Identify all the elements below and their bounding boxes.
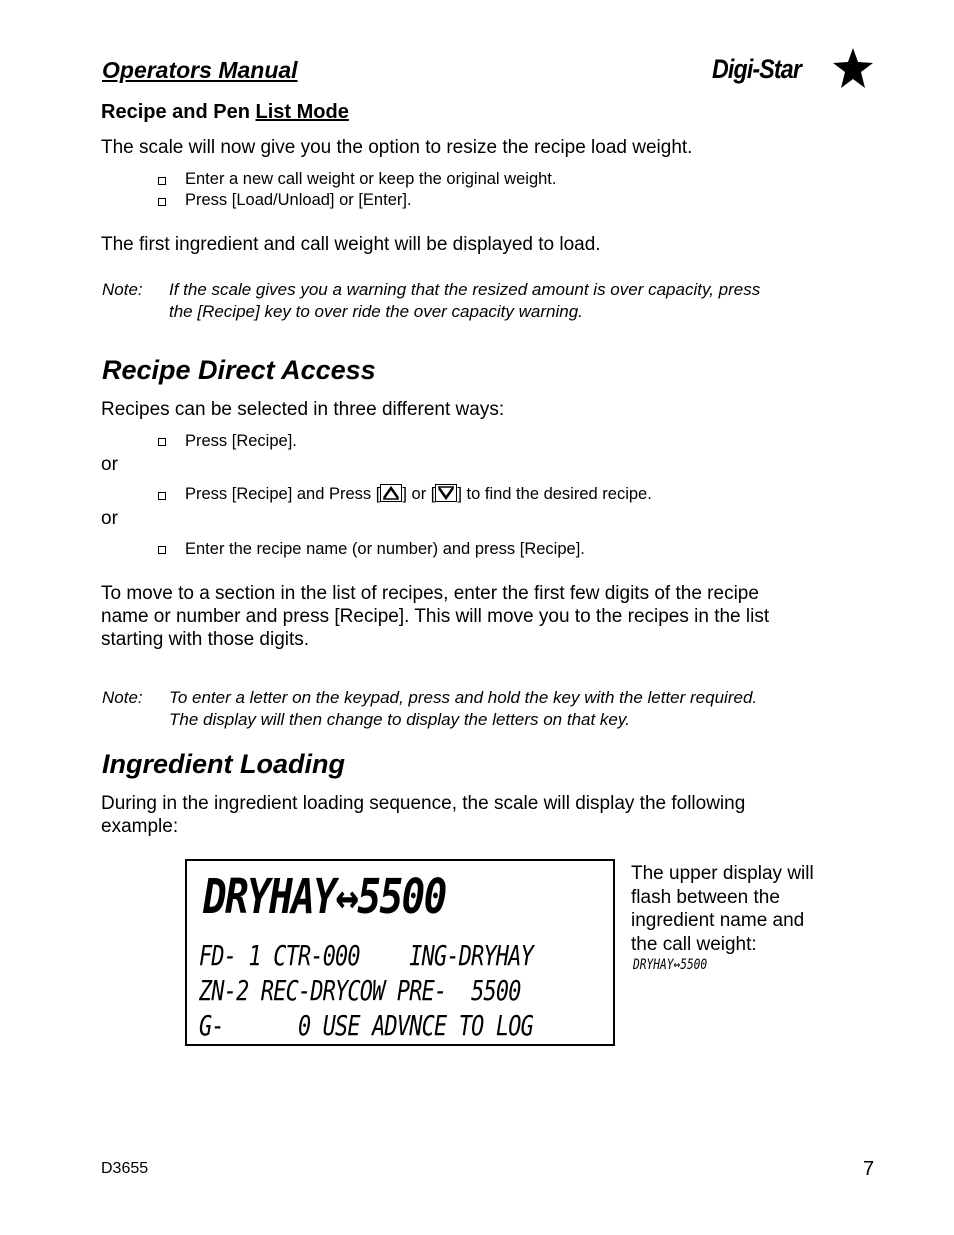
digistar-logo bbox=[712, 46, 876, 90]
document-code: D3655 bbox=[101, 1160, 149, 1177]
or-label: or bbox=[101, 454, 118, 475]
list-mode-heading: Recipe and Pen List Mode bbox=[101, 101, 349, 123]
logo-text: Digi-Star bbox=[712, 54, 802, 84]
page-header-title: Operators Manual bbox=[102, 57, 298, 83]
bullet-box-icon bbox=[158, 198, 166, 206]
direct-access-bullet-3: Enter the recipe name (or number) and press [Recipe]. bbox=[185, 540, 585, 558]
scale-lcd-display bbox=[185, 859, 615, 1046]
lcd-line-1: FD- 1 CTR-000 ING-DRYHAY bbox=[199, 939, 533, 972]
or-label: or bbox=[101, 508, 118, 529]
lcd-side-sample: DRYHAY↔5500 bbox=[633, 957, 708, 973]
lcd-line-2: ZN-2 REC-DRYCOW PRE- 5500 bbox=[199, 974, 521, 1007]
direct-access-heading: Recipe Direct Access bbox=[102, 355, 376, 385]
lcd-upper-display: DRYHAY↔5500 bbox=[203, 869, 446, 925]
note-label: Note: bbox=[102, 280, 143, 299]
list-mode-bullet-1: Enter a new call weight or keep the original weight. bbox=[185, 170, 557, 188]
direct-access-intro: Recipes can be selected in three different ways: bbox=[101, 399, 505, 420]
list-mode-intro: The scale will now give you the option to resize the recipe load weight. bbox=[101, 137, 693, 158]
note-label: Note: bbox=[102, 688, 143, 707]
up-arrow-key-icon bbox=[380, 484, 402, 502]
ingredient-intro: During in the ingredient loading sequence, the scale will display the following example: bbox=[101, 793, 746, 837]
star-icon bbox=[832, 46, 874, 90]
bullet-box-icon bbox=[158, 492, 166, 500]
direct-access-paragraph: To move to a section in the list of recipes, enter the first few digits of the recipe name or number and press [Recipe]. This will move you to the recipes in the list starting with those digits. bbox=[101, 583, 770, 650]
bullet-box-icon bbox=[158, 177, 166, 185]
direct-access-bullet-2: Press [Recipe] and Press [ ] or [ ] to find the desired recipe. bbox=[185, 485, 652, 503]
bullet-box-icon bbox=[158, 438, 166, 446]
down-arrow-key-icon bbox=[435, 484, 457, 502]
lcd-side-caption: The upper display will flash between the ingredient name and the call weight: bbox=[631, 863, 814, 955]
direct-access-note: To enter a letter on the keypad, press and hold the key with the letter required. The display will then change to display the letters on that key. bbox=[169, 688, 758, 729]
list-mode-note: If the scale gives you a warning that the resized amount is over capacity, press the [Recipe] key to over ride the over capacity warning. bbox=[169, 280, 761, 321]
page-number: 7 bbox=[863, 1158, 875, 1180]
list-mode-bullet-2: Press [Load/Unload] or [Enter]. bbox=[185, 191, 412, 209]
list-mode-after: The first ingredient and call weight will be displayed to load. bbox=[101, 234, 601, 255]
ingredient-loading-heading: Ingredient Loading bbox=[102, 749, 345, 779]
direct-access-bullet-1: Press [Recipe]. bbox=[185, 432, 297, 450]
bullet-box-icon bbox=[158, 546, 166, 554]
lcd-line-3: G- 0 USE ADVNCE TO LOG bbox=[199, 1009, 533, 1042]
